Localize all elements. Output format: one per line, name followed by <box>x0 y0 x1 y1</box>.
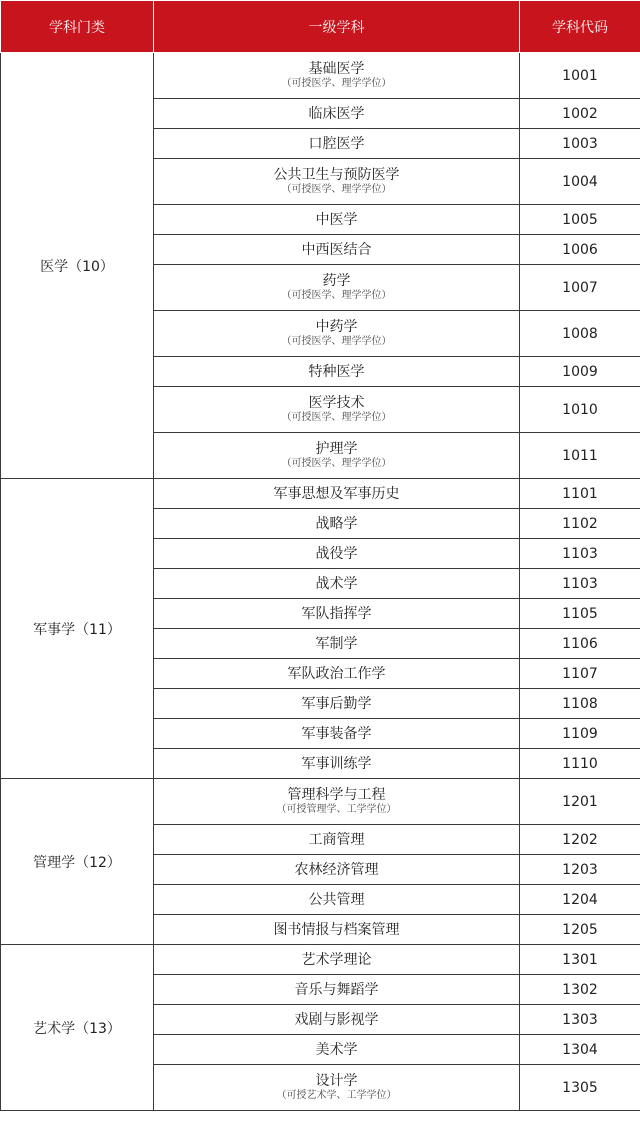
subject-name: 军事装备学 <box>301 725 372 742</box>
subject-name: 药学 <box>322 273 351 289</box>
code-cell: 1007 <box>520 265 640 311</box>
code-cell: 1103 <box>520 569 640 599</box>
code-cell: 1102 <box>520 509 640 539</box>
code-cell: 1008 <box>520 311 640 357</box>
subject-name: 战略学 <box>315 515 358 532</box>
code-cell: 1002 <box>520 99 640 129</box>
header-category: 学科门类 <box>1 1 154 53</box>
subject-name: 战役学 <box>315 545 358 562</box>
subject-cell <box>154 1005 520 1035</box>
code-cell: 1107 <box>520 659 640 689</box>
subject-cell <box>154 629 520 659</box>
subject-name: 军事思想及军事历史 <box>273 485 400 502</box>
subject-name: 军队指挥学 <box>301 605 372 622</box>
code-cell: 1001 <box>520 53 640 99</box>
subject-cell <box>154 885 520 915</box>
subject-name: 中医学 <box>315 211 358 228</box>
subject-cell <box>154 569 520 599</box>
code-cell: 1301 <box>520 945 640 975</box>
code-cell: 1203 <box>520 855 640 885</box>
code-cell: 1003 <box>520 129 640 159</box>
subject-name: 图书情报与档案管理 <box>273 921 400 938</box>
subject-cell <box>154 749 520 779</box>
subject-name: 军事后勤学 <box>301 695 372 712</box>
subject-cell <box>154 205 520 235</box>
subject-cell <box>154 1035 520 1065</box>
subject-cell <box>154 659 520 689</box>
subject-cell <box>154 539 520 569</box>
subject-cell <box>154 975 520 1005</box>
degree-note: （可授医学、理学学位） <box>281 78 392 89</box>
subject-name: 临床医学 <box>308 105 365 122</box>
subject-name: 军事训练学 <box>301 755 372 772</box>
code-cell: 1204 <box>520 885 640 915</box>
subject-name: 公共卫生与预防医学 <box>273 167 400 183</box>
subject-cell <box>154 509 520 539</box>
subject-name: 军制学 <box>315 635 358 652</box>
subject-cell <box>154 599 520 629</box>
subject-cell <box>154 53 520 99</box>
table-row <box>1 479 640 509</box>
subject-cell <box>154 1065 520 1111</box>
subject-cell <box>154 915 520 945</box>
code-cell: 1302 <box>520 975 640 1005</box>
code-cell: 1304 <box>520 1035 640 1065</box>
code-cell: 1103 <box>520 539 640 569</box>
code-cell: 1106 <box>520 629 640 659</box>
subject-name: 特种医学 <box>308 363 365 380</box>
subject-name: 中西医结合 <box>301 241 372 258</box>
code-cell: 1305 <box>520 1065 640 1111</box>
subject-cell <box>154 779 520 825</box>
table-row <box>1 945 640 975</box>
header-code: 学科代码 <box>520 1 640 53</box>
subject-name: 战术学 <box>315 575 358 592</box>
code-cell: 1105 <box>520 599 640 629</box>
table-row <box>1 53 640 99</box>
subject-name: 医学技术 <box>308 395 365 411</box>
code-cell: 1108 <box>520 689 640 719</box>
degree-note: （可授艺术学、工学学位） <box>276 1090 397 1101</box>
degree-note: （可授医学、理学学位） <box>281 290 392 301</box>
table-header-row <box>1 1 640 53</box>
code-cell: 1201 <box>520 779 640 825</box>
header-subject: 一级学科 <box>154 1 520 53</box>
subject-cell <box>154 433 520 479</box>
subject-name: 口腔医学 <box>308 135 365 152</box>
subject-cell <box>154 825 520 855</box>
code-cell: 1101 <box>520 479 640 509</box>
subject-cell <box>154 235 520 265</box>
code-cell: 1009 <box>520 357 640 387</box>
category-cell: 艺术学（13） <box>1 945 154 1111</box>
subject-cell <box>154 99 520 129</box>
code-cell: 1006 <box>520 235 640 265</box>
subject-name: 军队政治工作学 <box>287 665 386 682</box>
subject-name: 美术学 <box>315 1041 358 1058</box>
code-cell: 1010 <box>520 387 640 433</box>
degree-note: （可授医学、理学学位） <box>281 336 392 347</box>
degree-note: （可授医学、理学学位） <box>281 184 392 195</box>
code-cell: 1011 <box>520 433 640 479</box>
code-cell: 1109 <box>520 719 640 749</box>
degree-note: （可授医学、理学学位） <box>281 412 392 423</box>
subject-cell <box>154 689 520 719</box>
subject-name: 设计学 <box>315 1073 358 1089</box>
subject-name: 管理科学与工程 <box>287 787 386 803</box>
subject-cell <box>154 311 520 357</box>
subject-cell <box>154 357 520 387</box>
table-row <box>1 779 640 825</box>
subject-cell <box>154 479 520 509</box>
subject-cell <box>154 129 520 159</box>
subject-cell <box>154 265 520 311</box>
subject-name: 工商管理 <box>308 831 365 848</box>
category-cell: 管理学（12） <box>1 779 154 945</box>
subject-name: 公共管理 <box>308 891 365 908</box>
subject-cell <box>154 945 520 975</box>
subject-name: 基础医学 <box>308 61 365 77</box>
subject-name: 戏剧与影视学 <box>294 1011 379 1028</box>
subject-cell <box>154 159 520 205</box>
subject-name: 护理学 <box>315 441 358 457</box>
category-cell: 军事学（11） <box>1 479 154 779</box>
category-cell: 医学（10） <box>1 53 154 479</box>
subject-name: 中药学 <box>315 319 358 335</box>
code-cell: 1004 <box>520 159 640 205</box>
code-cell: 1202 <box>520 825 640 855</box>
degree-note: （可授医学、理学学位） <box>281 458 392 469</box>
subject-cell <box>154 719 520 749</box>
subject-name: 艺术学理论 <box>301 951 372 968</box>
code-cell: 1303 <box>520 1005 640 1035</box>
degree-note: （可授管理学、工学学位） <box>276 804 397 815</box>
code-cell: 1205 <box>520 915 640 945</box>
subject-name: 农林经济管理 <box>294 861 379 878</box>
subject-cell <box>154 855 520 885</box>
subject-name: 音乐与舞蹈学 <box>294 981 379 998</box>
code-cell: 1110 <box>520 749 640 779</box>
table-body <box>1 53 640 1111</box>
code-cell: 1005 <box>520 205 640 235</box>
subject-cell <box>154 387 520 433</box>
